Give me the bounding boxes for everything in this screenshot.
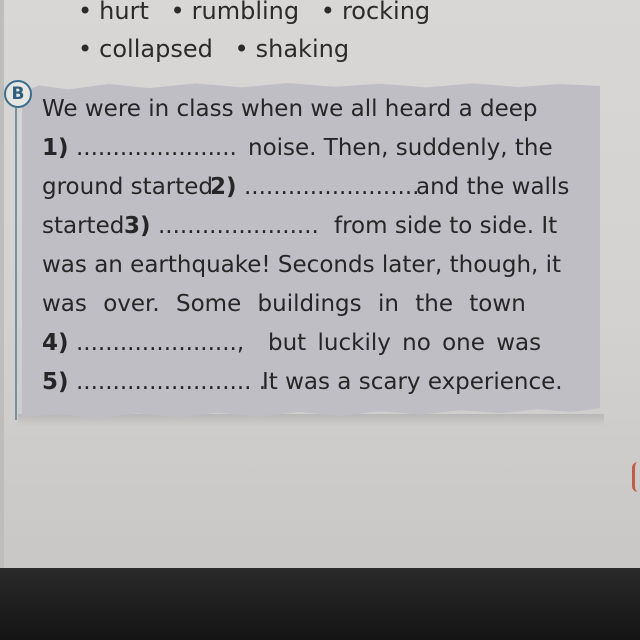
passage-text: We were in class when we all heard a deep [42, 96, 538, 122]
passage-text: noise. Then, suddenly, the [248, 135, 553, 161]
word-bank-item [234, 30, 349, 68]
passage-text: but luckily no one was [268, 330, 542, 356]
blank-number-4: 4) [42, 330, 69, 356]
word-bank-item [78, 0, 149, 30]
word-bank-item [171, 0, 300, 30]
word-bank [78, 0, 478, 68]
passage-text: started [42, 213, 125, 239]
blank-number-3: 3) [124, 213, 151, 239]
word-rumbling: rumbling [191, 0, 300, 25]
bullet-icon: • [78, 35, 93, 63]
passage-text: ground started [42, 174, 214, 200]
section-badge: B [4, 80, 32, 108]
word-bank-row-2 [78, 30, 478, 68]
passage-text: from side to side. It [334, 213, 558, 239]
blank-4[interactable]: ......................, [76, 330, 245, 356]
page-edge-mark [632, 462, 640, 492]
bullet-icon: • [78, 0, 93, 25]
passage-text: It was a scary experience. [262, 369, 563, 395]
word-rocking: rocking [341, 0, 431, 25]
passage [42, 96, 576, 408]
bullet-icon: • [170, 0, 185, 25]
passage-line-7 [42, 330, 576, 369]
passage-text: was over. Some buildings in the town [42, 291, 526, 317]
blank-2[interactable]: ........................ [244, 174, 420, 200]
word-bank-item [78, 30, 213, 68]
word-collapsed: collapsed [99, 35, 213, 63]
section-marker-line [15, 108, 17, 420]
word-shaking: shaking [255, 35, 350, 63]
passage-line-5 [42, 252, 576, 291]
bullet-icon: • [320, 0, 335, 25]
word-bank-row-1 [78, 0, 478, 30]
blank-number-1: 1) [42, 135, 69, 161]
passage-text: was an earthquake! Seconds later, though, it [42, 252, 562, 278]
blank-5[interactable]: ........................ . [76, 369, 267, 395]
blank-number-5: 5) [42, 369, 69, 395]
passage-text: and the walls [416, 174, 570, 200]
passage-line-4 [42, 213, 576, 252]
passage-line-2 [42, 135, 576, 174]
bullet-icon: • [234, 35, 249, 63]
blank-3[interactable]: ...................... [158, 213, 319, 239]
blank-number-2: 2) [210, 174, 237, 200]
passage-line-3 [42, 174, 576, 213]
page-shadow [0, 568, 640, 640]
passage-line-8 [42, 369, 576, 408]
word-hurt: hurt [99, 0, 149, 25]
passage-line-6 [42, 291, 576, 330]
page-margin [0, 0, 4, 568]
passage-line-1 [42, 96, 576, 135]
blank-1[interactable]: ...................... [76, 135, 237, 161]
word-bank-item [321, 0, 430, 30]
